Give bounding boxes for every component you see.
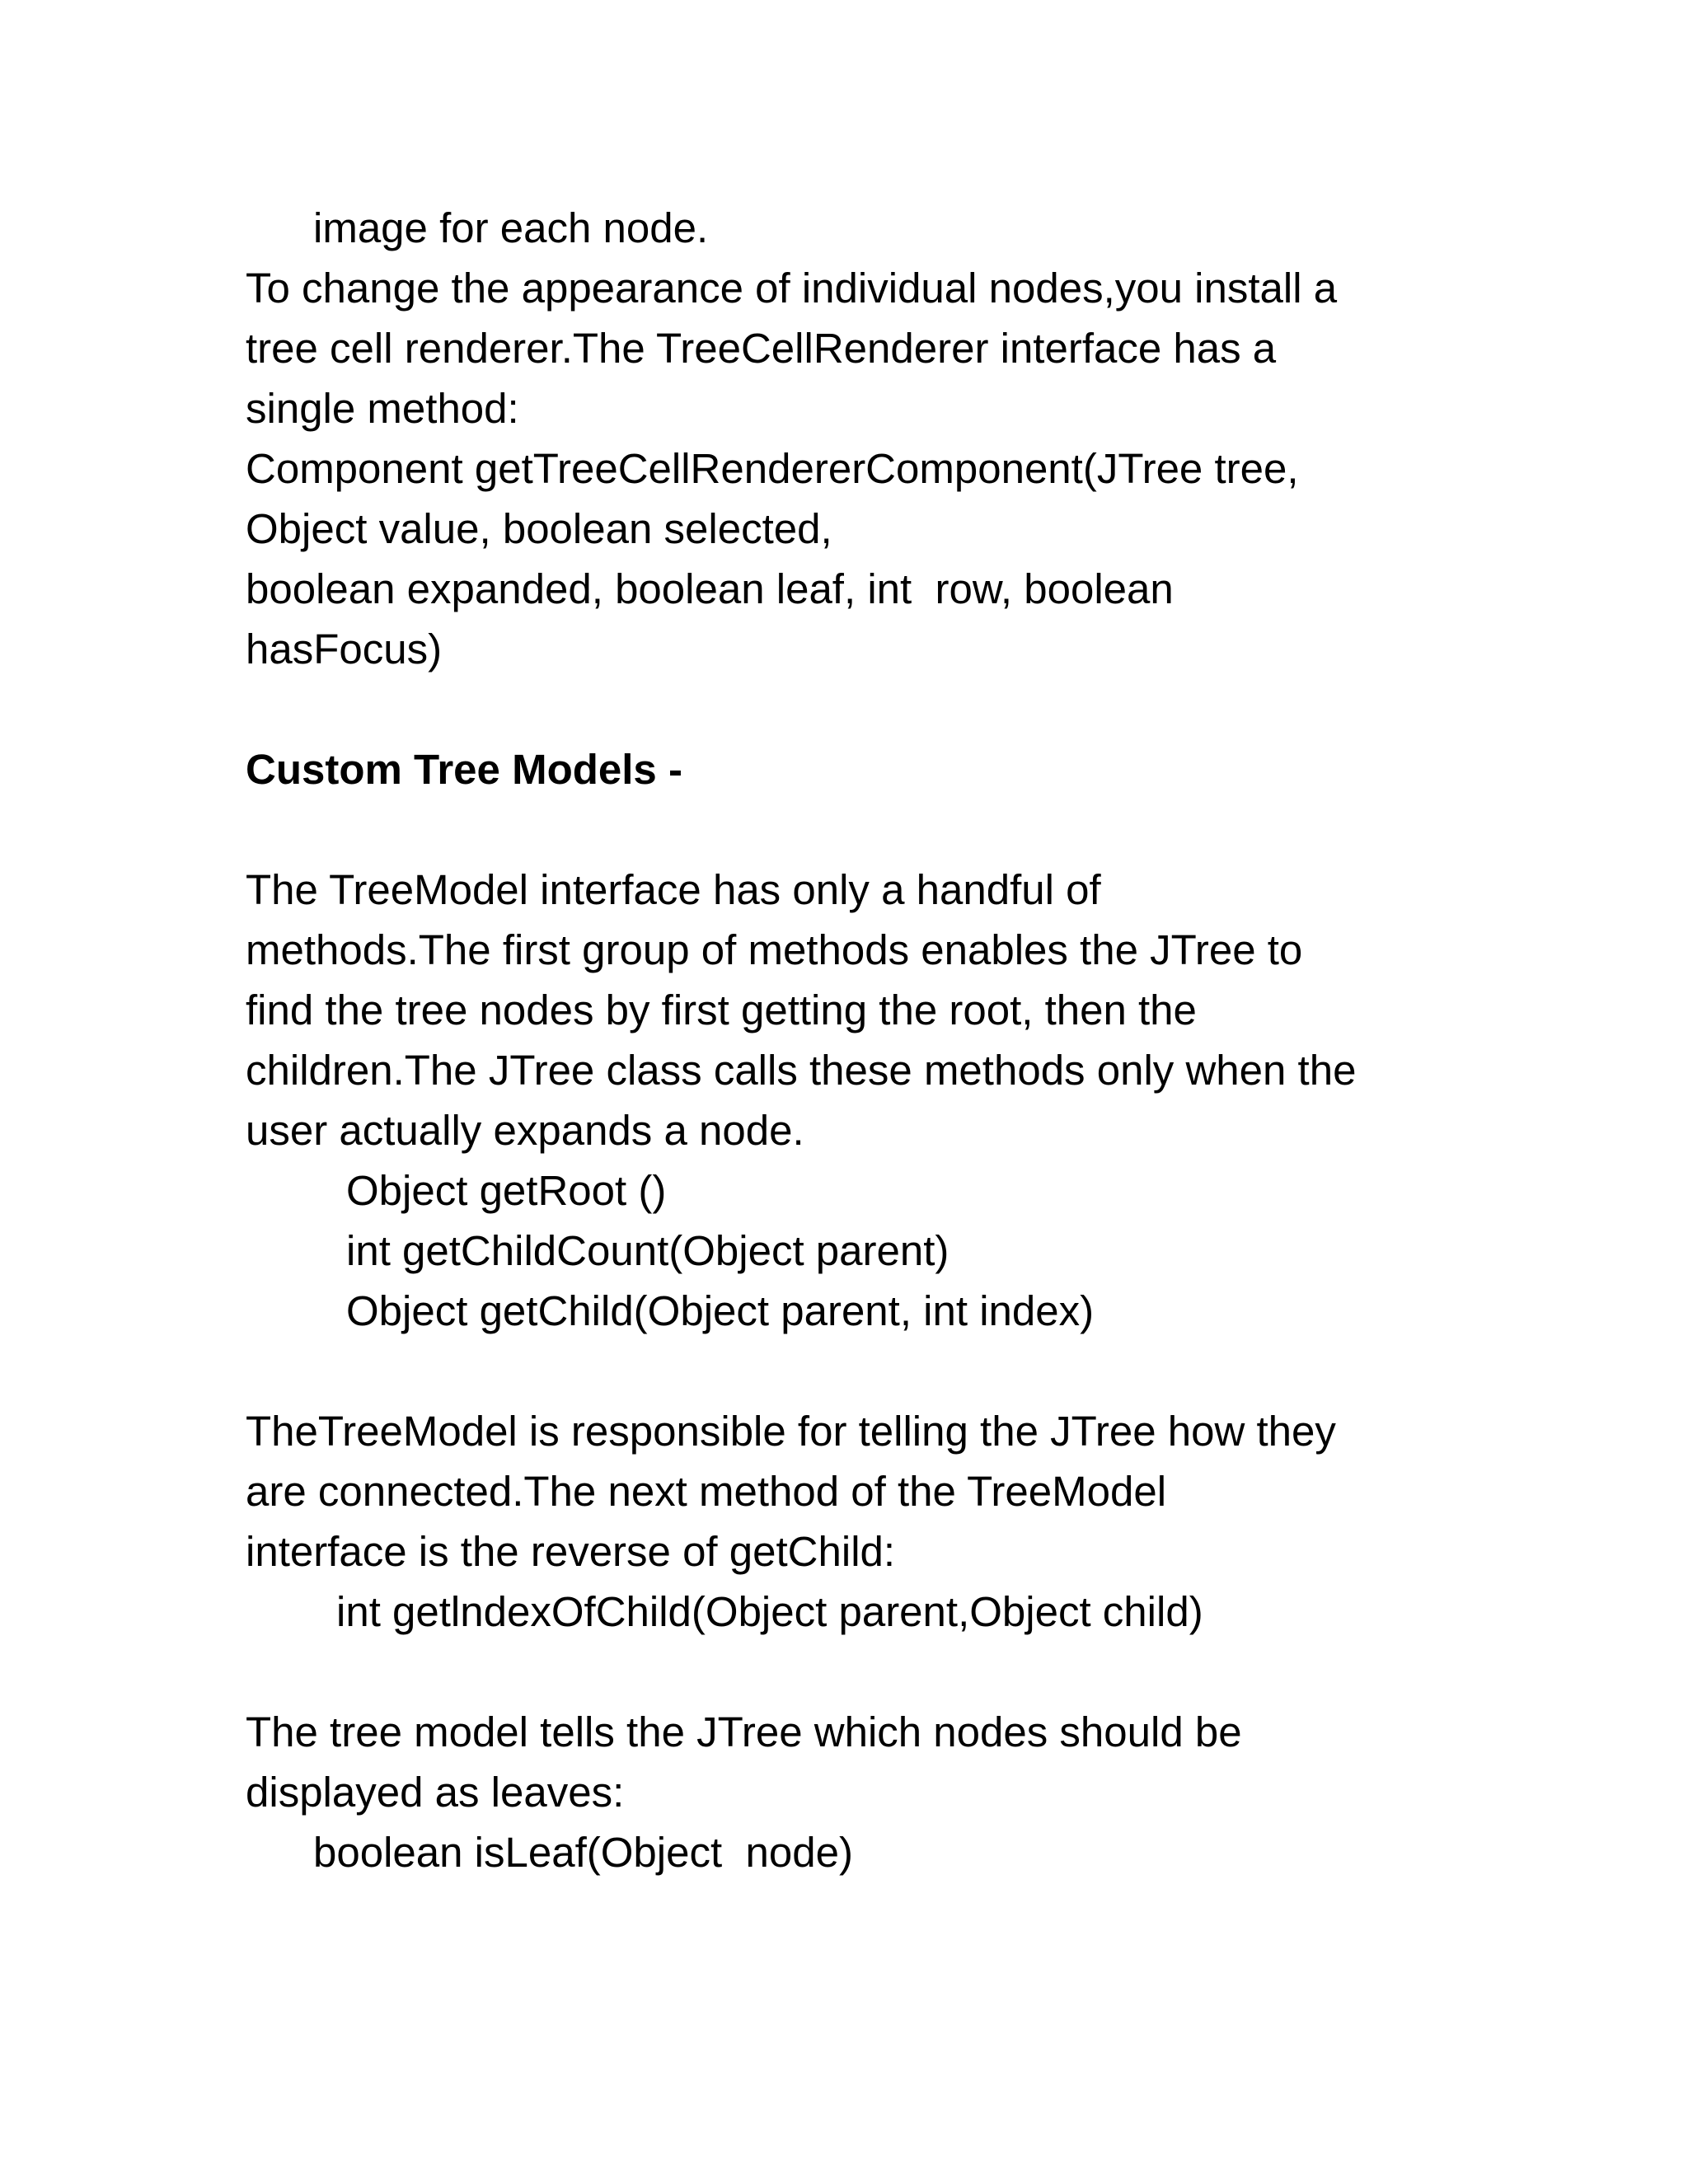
text-line: boolean expanded, boolean leaf, int row, boolean (246, 565, 1174, 612)
code-line: int getlndexOfChild(Object parent,Object child) (336, 1588, 1203, 1635)
code-line: int getChildCount(Object parent) (346, 1227, 950, 1274)
text-line: TheTreeModel is responsible for telling the JTree how they (246, 1408, 1336, 1455)
section-heading: Custom Tree Models - (246, 746, 682, 793)
text-line: single method: (246, 385, 519, 432)
text-line: hasFocus) (246, 626, 443, 673)
text-line: are connected.The next method of the TreeModel (246, 1468, 1167, 1515)
text-line: Component getTreeCellRendererComponent(JTree tree, (246, 445, 1299, 492)
code-line: Object getRoot () (346, 1167, 667, 1214)
text-line: interface is the reverse of getChild: (246, 1528, 896, 1575)
text-line: displayed as leaves: (246, 1769, 625, 1816)
text-line: Object value, boolean selected, (246, 505, 832, 552)
text-line: To change the appearance of individual nodes,you install a (246, 265, 1338, 312)
text-line: user actually expands a node. (246, 1107, 804, 1154)
text-line: The TreeModel interface has only a handful of (246, 866, 1101, 913)
code-line: boolean isLeaf(Object node) (313, 1829, 853, 1876)
code-line: Object getChild(Object parent, int index) (346, 1287, 1095, 1334)
text-line: find the tree nodes by first getting the root, then the (246, 987, 1197, 1033)
text-line: The tree model tells the JTree which nodes should be (246, 1708, 1242, 1755)
text-line: image for each node. (313, 204, 709, 251)
text-line: tree cell renderer.The TreeCellRenderer interface has a (246, 325, 1277, 372)
text-line: children.The JTree class calls these methods only when the (246, 1047, 1357, 1094)
text-line: methods.The first group of methods enables the JTree to (246, 926, 1303, 973)
